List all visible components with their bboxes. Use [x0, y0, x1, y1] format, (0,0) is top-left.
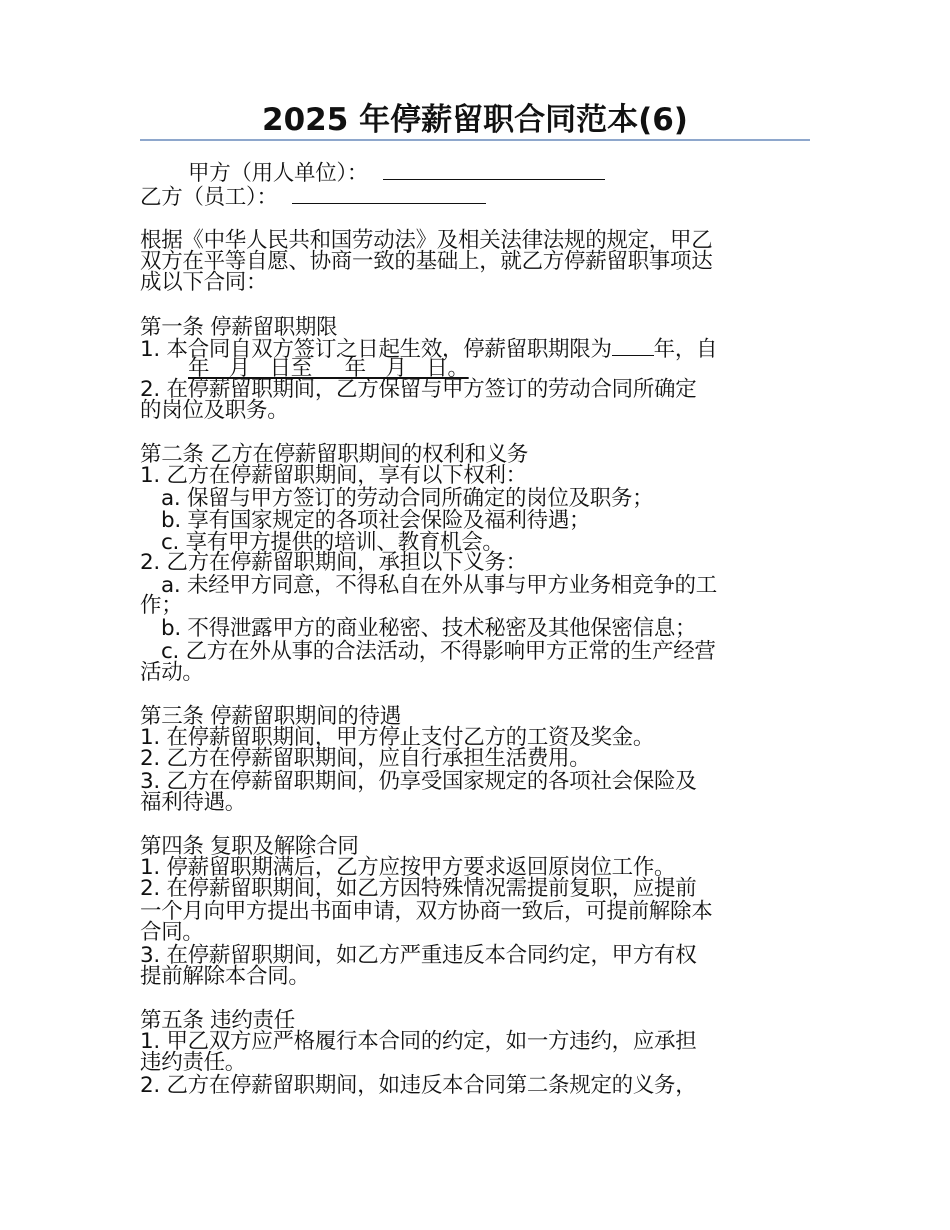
s4-line: 2. 在停薪留职期间，如乙方因特殊情况需提前复职，应提前: [140, 876, 697, 901]
years-blank[interactable]: [612, 337, 654, 356]
s2-line: a. 未经甲方同意，不得私自在外从事与甲方业务相竞争的工: [161, 573, 717, 598]
s3-line: 2. 乙方在停薪留职期间，应自行承担生活费用。: [140, 746, 591, 771]
s3-line: 1. 在停薪留职期间，甲方停止支付乙方的工资及奖金。: [140, 725, 655, 750]
party-a-blank[interactable]: [383, 161, 605, 180]
s2-line: 作；: [140, 593, 183, 618]
intro-line: 双方在平等自愿、协商一致的基础上，就乙方停薪留职事项达: [140, 249, 713, 274]
party-b-blank[interactable]: [292, 185, 486, 204]
intro-line: 成以下合同：: [140, 270, 268, 295]
s2-line: c. 享有甲方提供的培训、教育机会。: [161, 530, 504, 555]
s4-line: 1. 停薪留职期满后，乙方应按甲方要求返回原岗位工作。: [140, 855, 676, 880]
party-a-line: [188, 161, 605, 186]
s4-line: 提前解除本合同。: [140, 964, 310, 989]
s4-line: 合同。: [140, 920, 204, 945]
intro-line: 根据《中华人民共和国劳动法》及相关法律法规的规定，甲乙: [140, 228, 713, 253]
s1-item-1-tail: 年，自: [653, 337, 718, 362]
s1-item-2: 2. 在停薪留职期间，乙方保留与甲方签订的劳动合同所确定: [140, 377, 697, 402]
s5-line: 1. 甲乙双方应严格履行本合同的约定，如一方违约，应承担: [140, 1029, 697, 1054]
party-b-label: 乙方（员工）：: [140, 185, 278, 210]
title-underline: [140, 139, 810, 141]
s2-line: b. 不得泄露甲方的商业秘密、技术秘密及其他保密信息；: [161, 616, 697, 641]
s2-line: b. 享有国家规定的各项社会保险及福利待遇；: [161, 508, 591, 533]
s1-date-range: 年 月 日至 年 月 日。: [188, 356, 469, 381]
s1-item-1-text: 1. 本合同自双方签订之日起生效，停薪留职期限为: [140, 337, 612, 362]
s1-item-2: 的岗位及职务。: [140, 398, 289, 423]
s2-line: 2. 乙方在停薪留职期间，承担以下义务：: [140, 550, 527, 575]
section-2-heading: 第二条 乙方在停薪留职期间的权利和义务: [140, 442, 529, 467]
s2-line: 1. 乙方在停薪留职期间，享有以下权利：: [140, 463, 527, 488]
section-4-heading: 第四条 复职及解除合同: [140, 834, 359, 859]
s5-line: 违约责任。: [140, 1050, 247, 1075]
s2-line: c. 乙方在外从事的合法活动，不得影响甲方正常的生产经营: [161, 639, 716, 664]
section-1-heading: 第一条 停薪留职期限: [140, 315, 338, 340]
s2-line: a. 保留与甲方签订的劳动合同所确定的岗位及职务；: [161, 486, 654, 511]
document-title: 2025 年停薪留职合同范本(6): [262, 102, 688, 138]
s5-line: 2. 乙方在停薪留职期间，如违反本合同第二条规定的义务，: [140, 1073, 697, 1098]
party-a-label: 甲方（用人单位）：: [188, 161, 369, 186]
s3-line: 福利待遇。: [140, 790, 247, 815]
s2-line: 活动。: [140, 660, 204, 685]
section-3-heading: 第三条 停薪留职期间的待遇: [140, 704, 401, 729]
s4-line: 一个月向甲方提出书面申请，双方协商一致后，可提前解除本: [140, 899, 713, 924]
section-5-heading: 第五条 违约责任: [140, 1008, 295, 1033]
s4-line: 3. 在停薪留职期间，如乙方严重违反本合同约定，甲方有权: [140, 943, 697, 968]
party-b-line: [140, 185, 486, 210]
s3-line: 3. 乙方在停薪留职期间，仍享受国家规定的各项社会保险及: [140, 769, 697, 794]
